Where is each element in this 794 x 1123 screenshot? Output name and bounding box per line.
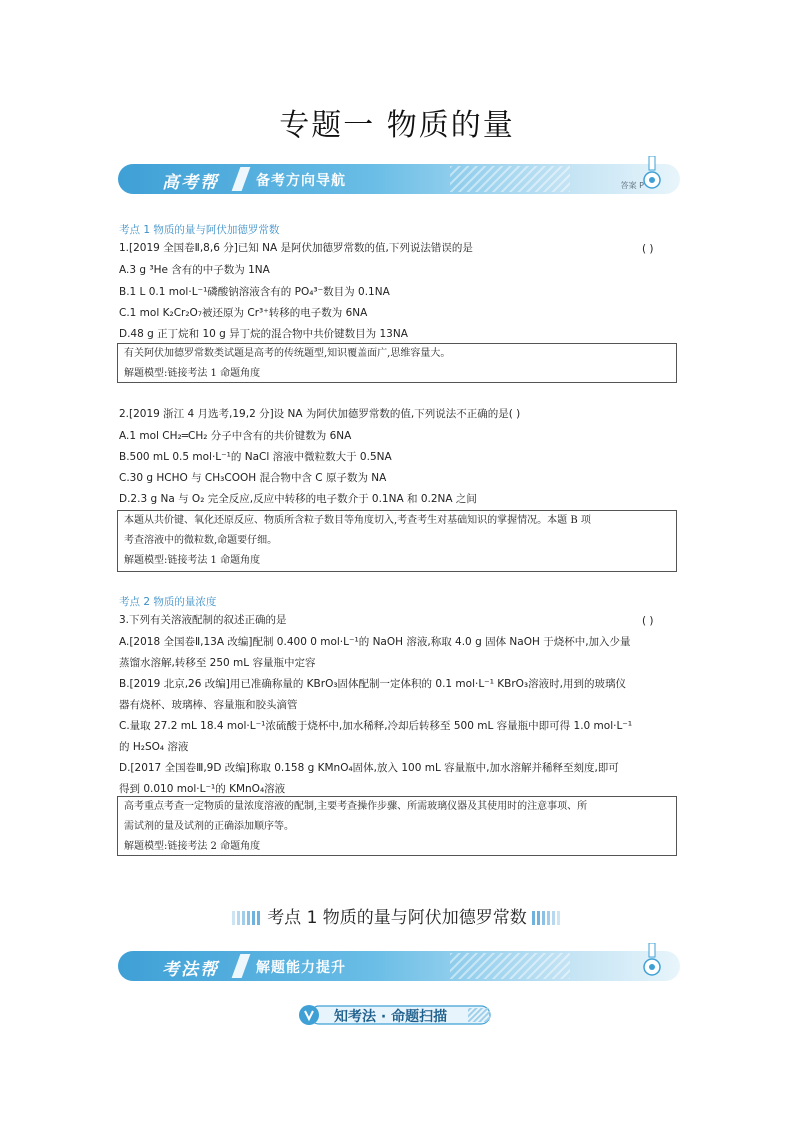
q3-option-b-line1: B.[2019 北京,26 改编]用已准确称量的 KBrO₃固体配制一定体积的 0.1 mol·L⁻¹ KBrO₃溶液时,用到的玻璃仪	[119, 678, 626, 690]
q3-option-a-line2: 蒸馏水溶解,转移至 250 mL 容量瓶中定容	[119, 657, 316, 669]
q1-option-d: D.48 g 正丁烷和 10 g 异丁烷的混合物中共价键数目为 13NA	[119, 328, 408, 340]
q3-note-model: 解题模型:链接考法 2 命题角度	[124, 841, 261, 852]
banner-sub-label: 备考方向导航	[256, 173, 346, 189]
kaodian-heading	[0, 903, 794, 928]
q3-stem: 3.下列有关溶液配制的叙述正确的是	[119, 614, 287, 626]
banner2-hatch-decoration	[450, 953, 570, 979]
gaokaobang-banner	[118, 164, 680, 194]
q3-option-d-line1: D.[2017 全国卷Ⅲ,9D 改编]称取 0.158 g KMnO₄固体,放入 100 mL 容量瓶中,加水溶解并稀释至刻度,即可	[119, 762, 619, 774]
q3-option-d-line2: 得到 0.010 mol·L⁻¹的 KMnO₄溶液	[119, 783, 286, 795]
pin-icon	[642, 156, 662, 192]
q3-option-c-line2: 的 H₂SO₄ 溶液	[119, 741, 189, 753]
q2-note-box	[117, 510, 677, 572]
q2-option-a: A.1 mol CH₂═CH₂ 分子中含有的共价键数为 6NA	[119, 430, 352, 442]
q3-option-c-line1: C.量取 27.2 mL 18.4 mol·L⁻¹浓硫酸于烧杯中,加水稀释,冷却后转移至 500 mL 容量瓶中即可得 1.0 mol·L⁻¹	[119, 720, 633, 732]
banner-separator	[232, 167, 251, 191]
q2-note-model: 解题模型:链接考法 1 命题角度	[124, 555, 261, 566]
q1-note-box	[117, 343, 677, 383]
banner-main-label: 高考帮	[162, 173, 219, 193]
q2-note-text-1: 本题从共价键、氧化还原反应、物质所含粒子数目等角度切入,考查考生对基础知识的掌握情况。本题 B 项	[124, 515, 591, 526]
pin-icon	[642, 943, 662, 979]
right-bars-decoration	[532, 908, 562, 928]
banner2-sub-label: 解题能力提升	[256, 960, 346, 976]
q3-option-a-line1: A.[2018 全国卷Ⅱ,13A 改编]配制 0.400 0 mol·L⁻¹的 NaOH 溶液,称取 4.0 g 固体 NaOH 于烧杯中,加入少量	[119, 636, 631, 648]
q1-answer-paren: ( )	[642, 243, 654, 255]
q2-option-c: C.30 g HCHO 与 CH₃COOH 混合物中含 C 原子数为 NA	[119, 472, 387, 484]
banner2-separator	[232, 954, 251, 978]
q2-option-d: D.2.3 g Na 与 O₂ 完全反应,反应中转移的电子数介于 0.1NA 和 0.2NA 之间	[119, 493, 477, 505]
q2-stem: 2.[2019 浙江 4 月选考,19,2 分]设 NA 为阿伏加德罗常数的值,下列说法不正确的是( )	[119, 408, 521, 420]
section-heading-1: 考点 1 物质的量与阿伏加德罗常数	[119, 224, 280, 236]
q2-note-text-2: 考查溶液中的微粒数,命题要仔细。	[124, 535, 278, 546]
q1-option-b: B.1 L 0.1 mol·L⁻¹磷酸钠溶液含有的 PO₄³⁻数目为 0.1NA	[119, 286, 390, 298]
section-heading-2: 考点 2 物质的量浓度	[119, 596, 217, 608]
page-title: 专题一 物质的量	[279, 108, 515, 143]
answer-page-ref: 答案 P	[620, 181, 644, 190]
banner-hatch-decoration	[450, 166, 570, 192]
q1-note-model: 解题模型:链接考法 1 命题角度	[124, 368, 261, 379]
kaofabang-banner	[118, 951, 680, 981]
q3-option-b-line2: 器有烧杯、玻璃棒、容量瓶和胶头滴管	[119, 699, 298, 711]
kaodian-heading-text: 考点 1 物质的量与阿伏加德罗常数	[267, 908, 527, 928]
q3-answer-paren: ( )	[642, 615, 654, 627]
q3-note-text-2: 需试剂的量及试剂的正确添加顺序等。	[124, 821, 294, 832]
zhikaofa-text: 知考法 · 命题扫描	[334, 1009, 448, 1025]
zhikaofa-label	[298, 1004, 494, 1026]
q1-option-a: A.3 g ³He 含有的中子数为 1NA	[119, 264, 270, 276]
q3-note-text-1: 高考重点考查一定物质的量浓度溶液的配制,主要考查操作步骤、所需玻璃仪器及其使用时的注意事项、所	[124, 801, 588, 812]
q3-note-box	[117, 796, 677, 856]
q1-note-text: 有关阿伏加德罗常数类试题是高考的传统题型,知识覆盖面广,思维容量大。	[124, 348, 451, 359]
q1-option-c: C.1 mol K₂Cr₂O₇被还原为 Cr³⁺转移的电子数为 6NA	[119, 307, 368, 319]
left-bars-decoration	[232, 908, 262, 928]
q2-option-b: B.500 mL 0.5 mol·L⁻¹的 NaCl 溶液中微粒数大于 0.5NA	[119, 451, 392, 463]
q1-stem: 1.[2019 全国卷Ⅱ,8,6 分]已知 NA 是阿伏加德罗常数的值,下列说法错误的是	[119, 242, 473, 254]
banner2-main-label: 考法帮	[162, 960, 219, 980]
